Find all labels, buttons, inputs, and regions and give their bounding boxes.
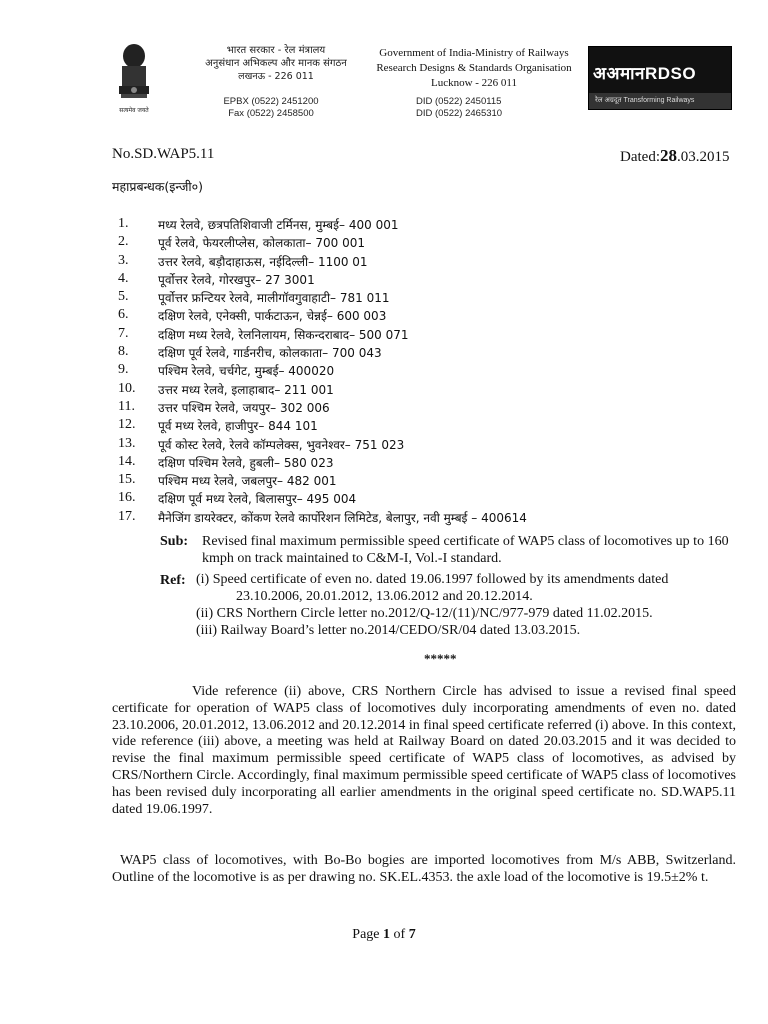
epbx-number: EPBX (0522) 2451200 <box>223 96 319 107</box>
subject-block <box>160 533 740 567</box>
recipient-list <box>118 216 718 527</box>
letter-date <box>620 146 729 166</box>
body-paragraph: Vide reference (ii) above, CRS Northern Circle has advised to issue a revised final speed certificate for operation of WAP5 class of locomotives duly incorporating amendments of even no. dated 23.10.2006, 20.01.2012, 13.06.2012 and 20.12.2014 in final speed certificate referred (i) above. In this context, vide reference (iii) above, a meeting was held at Railway Board on dated 20.03.2015 and it was decided to revise the final maximum permissible speed certificate of WAP5 class of locomotives, as advised by CRS/Northern Circle. Accordingly, final maximum permissible speed certificate of WAP5 class of locomotives has been revised duly incorporating all earlier amendments in the original speed certificate no. SD.WAP5.11 dated 19.06.1997. <box>112 684 736 817</box>
references-block <box>160 571 740 639</box>
letterhead-hindi-line: लखनऊ - 226 011 <box>238 71 314 82</box>
national-emblem-icon <box>112 40 156 120</box>
list-item: 4. पूर्वोत्तर रेलवे, गोरखपुर– 27 3001 <box>118 270 315 287</box>
list-item: 3. उत्तर रेलवे, बड़ौदाहाऊस, नईदिल्ली– 1100 01 <box>118 252 368 269</box>
reference-line: (ii) CRS Northern Circle letter no.2012/Q-12/(11)/NC/977-979 dated 11.02.2015. <box>196 606 653 621</box>
subject-label: Sub: <box>160 534 189 549</box>
letterhead-hindi-line: भारत सरकार - रेल मंत्रालय <box>226 45 326 56</box>
reference-line: (iii) Railway Board’s letter no.2014/CEDO/SR/04 dated 13.03.2015. <box>196 623 581 638</box>
rdso-logo <box>588 46 732 110</box>
date-label: Dated: <box>620 149 660 165</box>
page-total: 7 <box>408 927 416 942</box>
did-number: DID (0522) 2465310 <box>416 108 503 119</box>
contact-left <box>196 96 346 120</box>
list-item: 2. पूर्व रेलवे, फेयरलीप्लेस, कोलकाता– 700 001 <box>118 234 365 251</box>
list-item: 9. पश्चिम रेलवे, चर्चगेट, मुम्बई– 400020 <box>118 362 335 379</box>
logo-mark: अअमानRDSO <box>593 64 697 83</box>
date-rest: .03.2015 <box>676 149 730 165</box>
addressee: महाप्रबन्धक(इन्जी०) <box>112 179 203 194</box>
list-item: 5. पूर्वोत्तर फ्रन्टियर रेलवे, मालीगॉवगुवाहाटी– 781 011 <box>118 289 390 306</box>
letterhead-english <box>358 46 590 91</box>
emblem-caption: सत्यमेव जयते <box>119 107 149 114</box>
list-item: 14. दक्षिण पश्चिम रेलवे, हुबली– 580 023 <box>118 453 334 470</box>
letterhead-english-line: Research Designs & Standards Organisation <box>376 62 572 74</box>
letterhead-hindi <box>196 44 356 83</box>
separator: ***** <box>424 651 457 666</box>
page-current: 1 <box>383 927 391 942</box>
list-item: 16. दक्षिण पूर्व मध्य रेलवे, बिलासपुर– 495 004 <box>118 490 357 507</box>
letterhead-english-line: Government of India-Ministry of Railways <box>379 47 569 59</box>
list-item: 1. मध्य रेलवे, छत्रपतिशिवाजी टर्मिनस, मुम्बई– 400 001 <box>118 216 399 232</box>
did-number: DID (0522) 2450115 <box>416 96 502 107</box>
fax-number: Fax (0522) 2458500 <box>228 108 314 119</box>
list-item: 7. दक्षिण मध्य रेलवे, रेलनिलायम, सिकन्दराबाद– 500 071 <box>118 325 409 342</box>
list-item: 12. पूर्व मध्य रेलवे, हाजीपुर– 844 101 <box>118 417 318 434</box>
letterhead-english-line: Lucknow - 226 011 <box>430 77 518 89</box>
list-item: 8. दक्षिण पूर्व रेलवे, गार्डनरीच, कोलकाता– 700 043 <box>118 344 382 361</box>
date-day: 28 <box>659 146 677 165</box>
body-paragraph: WAP5 class of locomotives, with Bo-Bo bogies are imported locomotives from M/s ABB, Switzerland. Outline of the locomotive is as per drawing no. SK.EL.4353. the axle load of the locomotive is 19.5±2% t. <box>112 853 736 885</box>
list-item: 6. दक्षिण रेलवे, एनेक्सी, पार्कटाऊन, चेन्नई– 600 003 <box>118 307 387 324</box>
reference-line: 23.10.2006, 20.01.2012, 13.06.2012 and 20.12.2014. <box>236 589 533 604</box>
page-footer: Page 1 of 7 <box>352 927 416 942</box>
list-item: 11. उत्तर पश्चिम रेलवे, जयपुर– 302 006 <box>118 398 330 415</box>
list-item: 10. उत्तर मध्य रेलवे, इलाहाबाद– 211 001 <box>118 380 334 397</box>
reference-line: (i) Speed certificate of even no. dated 19.06.1997 followed by its amendments dated <box>196 572 669 587</box>
subject-text: Revised final maximum permissible speed certificate of WAP5 class of locomotives up to 160 kmph on track maintained to C&M-I, Vol.-I standard. <box>202 534 729 566</box>
contact-right <box>416 96 536 120</box>
references-label: Ref: <box>160 573 186 588</box>
logo-tagline: रेल अग्रदूत Transforming Railways <box>589 93 731 109</box>
list-item: 17. मैनेजिंग डायरेक्टर, कोंकण रेलवे कार्पोरेशन लिमिटेड, बेलापुर, नवी मुम्बई – 400614 <box>118 508 527 525</box>
letter-number: No.SD.WAP5.11 <box>112 146 215 162</box>
letterhead-hindi-line: अनुसंधान अभिकल्प और मानक संगठन <box>205 58 347 69</box>
list-item: 15. पश्चिम मध्य रेलवे, जबलपुर– 482 001 <box>118 472 337 489</box>
list-item: 13. पूर्व कोस्ट रेलवे, रेलवे कॉम्पलेक्स, भुवनेश्वर– 751 023 <box>118 435 405 452</box>
